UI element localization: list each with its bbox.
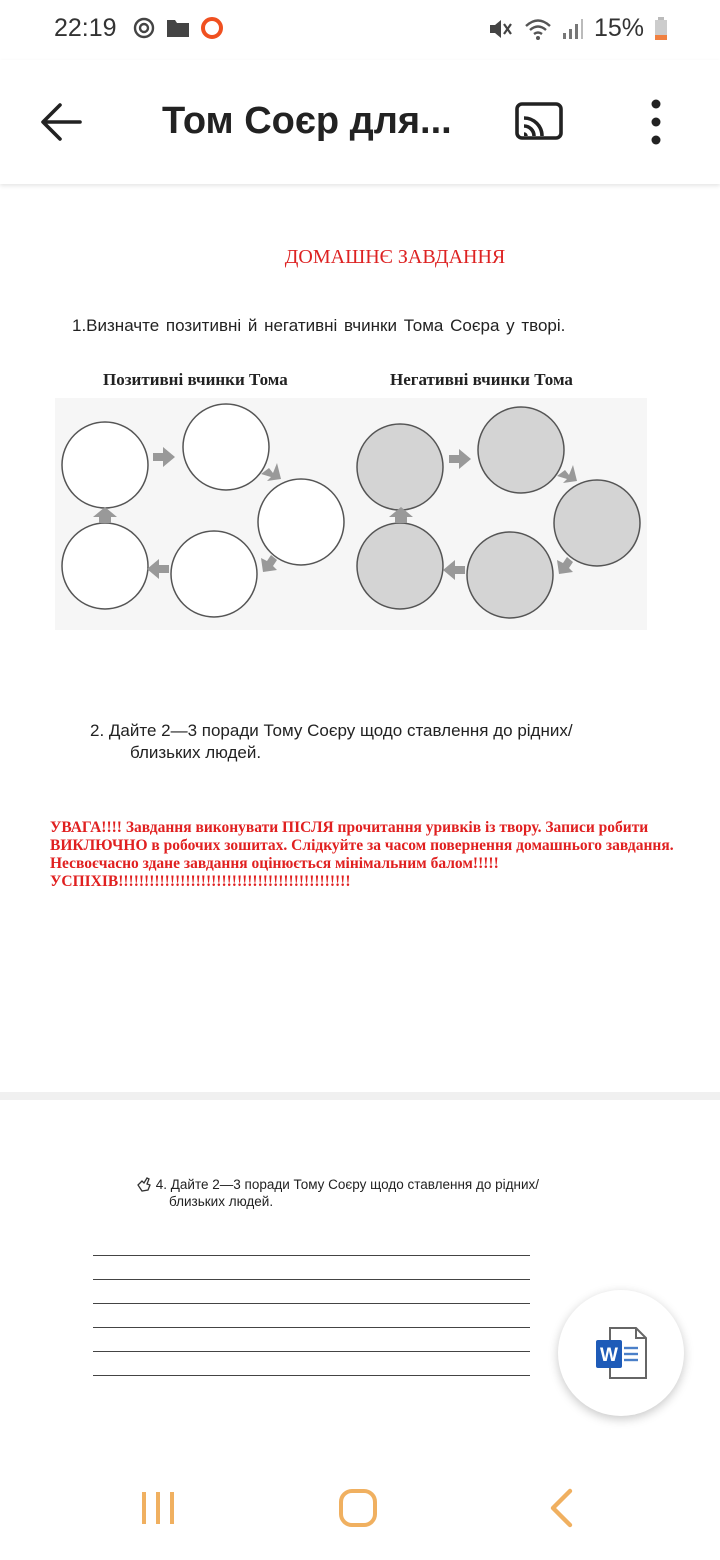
answer-line [93,1232,530,1256]
task-1-text: 1.Визначте позитивні й негативні вчинки Тома Соєра у творі. [72,316,566,335]
negative-circle [554,480,640,566]
folder-icon [166,17,190,39]
document-title: Том Соєр для... [162,100,452,142]
app-bar [0,60,720,184]
wifi-icon [524,17,552,41]
battery-icon [654,17,668,41]
task-2-line-2: близьких людей. [130,743,262,762]
positive-circle [171,531,257,617]
task-4-line-1: 4. Дайте 2—3 поради Тому Соєру щодо ставлення до рідних/ [155,1177,539,1192]
positive-circle [62,422,148,508]
positive-circle [62,523,148,609]
positive-deeds-header: Позитивні вчинки Тома [103,370,288,389]
task-2-text [90,720,573,764]
answer-line [93,1352,530,1376]
more-options-icon[interactable] [642,98,670,146]
warning-line: УВАГА!!!! Завдання виконувати ПІСЛЯ прочитання уривків із твору. Записи робити [50,819,649,836]
status-bar [0,0,720,60]
warning-notice [50,819,720,891]
answer-line [93,1304,530,1328]
status-notification-icons [132,16,224,40]
answer-line [93,1256,530,1280]
back-arrow-icon[interactable] [36,96,88,148]
nav-back-icon[interactable] [546,1488,576,1528]
warning-line: УСПІХІВ!!!!!!!!!!!!!!!!!!!!!!!!!!!!!!!!!!!!!!!!!!!!! [50,873,351,890]
negative-circle [357,424,443,510]
recent-apps-icon[interactable] [140,1490,176,1526]
deeds-cycle-diagram [55,398,647,630]
negative-circle [467,532,553,618]
task-4-line-2: близьких людей. [169,1194,274,1209]
cast-icon[interactable] [514,100,566,144]
warning-line: Несвоєчасно здане завдання оцінюється мінімальним балом!!!!! [50,855,499,872]
task-4-text [136,1176,539,1210]
answer-lines [93,1232,530,1376]
navigation-bar [0,1460,720,1560]
page-separator [0,1092,720,1100]
positive-circle [183,404,269,490]
negative-deeds-header: Негативні вчинки Тома [390,370,573,389]
mute-icon [488,17,514,41]
warning-line: ВИКЛЮЧНО в робочих зошитах. Слідкуйте за часом повернення домашнього завдання. [50,837,674,854]
word-icon [558,1290,684,1416]
negative-circle [478,407,564,493]
battery-percent: 15% [593,14,644,42]
home-icon[interactable] [338,1488,378,1528]
signal-icon [562,18,584,40]
homework-title: ДОМАШНЄ ЗАВДАННЯ [284,246,506,268]
document-page-1 [0,184,720,1092]
record-icon [200,16,224,40]
status-time: 22:19 [54,14,117,42]
sync-icon [132,16,156,40]
answer-line [93,1280,530,1304]
positive-circle [258,479,344,565]
pointing-icon [136,1176,152,1192]
task-2-line-1: 2. Дайте 2—3 поради Тому Соєру щодо ставлення до рідних/ [90,721,573,740]
open-in-word-button[interactable] [558,1290,684,1416]
answer-line [93,1328,530,1352]
negative-circle [357,523,443,609]
word-letter: W [600,1345,618,1366]
status-system-icons [488,14,668,43]
